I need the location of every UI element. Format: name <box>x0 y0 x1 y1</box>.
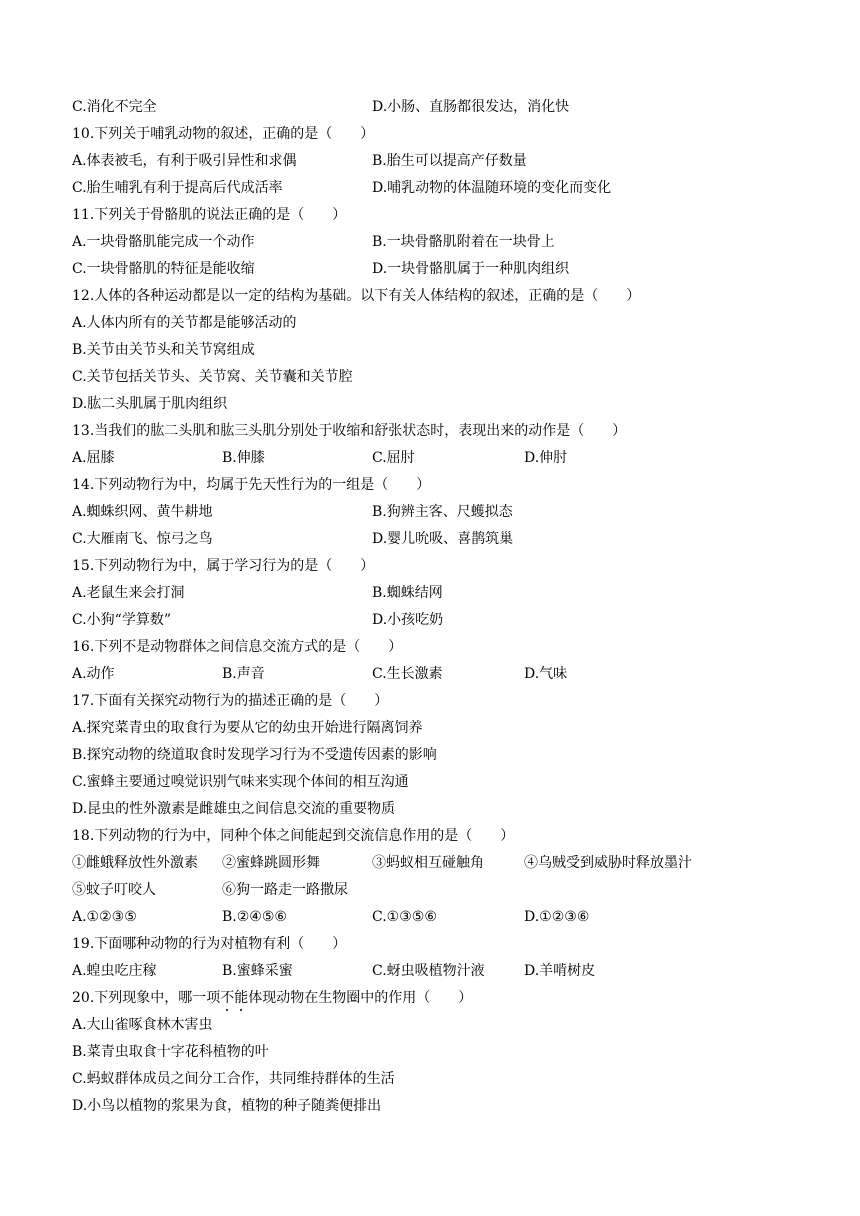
q19-options <box>72 958 792 985</box>
q20-option-b: B.菜青虫取食十字花科植物的叶 <box>72 1044 269 1060</box>
q16-stem: 16.下列不是动物群体之间信息交流方式的是（ ） <box>72 639 403 655</box>
q18-item-4: ④乌贼受到威胁时释放墨汁 <box>524 855 692 871</box>
q12-stem: 12.人体的各种运动都是以一定的结构为基础。以下有关人体结构的叙述，正确的是（ ） <box>72 288 641 304</box>
q18-item-6: ⑥狗一路走一路撒尿 <box>222 882 348 898</box>
q14-option-d: D.婴儿吮吸、喜鹊筑巢 <box>372 531 514 547</box>
q9-options-cd <box>72 94 792 121</box>
q11-options-cd <box>72 256 792 283</box>
q18-options <box>72 904 792 931</box>
q16-option-a: A.动作 <box>72 666 115 682</box>
q15-stem: 15.下列动物行为中，属于学习行为的是（ ） <box>72 558 375 574</box>
q17-option-a: A.探究菜青虫的取食行为要从它的幼虫开始进行隔离饲养 <box>72 720 423 736</box>
q17-option-b: B.探究动物的绕道取食时发现学习行为不受遗传因素的影响 <box>72 747 437 763</box>
q10-options-ab <box>72 148 792 175</box>
q16-option-c: C.生长激素 <box>372 666 443 682</box>
q11-option-a: A.一块骨骼肌能完成一个动作 <box>72 234 255 250</box>
q15-option-d: D.小孩吃奶 <box>372 612 444 628</box>
q13-option-a: A.屈膝 <box>72 450 115 466</box>
q16-options <box>72 661 792 688</box>
q15-options-cd <box>72 607 792 634</box>
q18-item-1: ①雌蛾释放性外激素 <box>72 855 198 871</box>
q14-option-b: B.狗辨主客、尺蠖拟态 <box>372 504 513 520</box>
q18-option-d: D.①②③⑥ <box>524 909 590 925</box>
q10-option-a: A.体表被毛，有利于吸引异性和求偶 <box>72 153 297 169</box>
q13-option-b: B.伸膝 <box>222 450 265 466</box>
q12-option-d: D.肱二头肌属于肌肉组织 <box>72 396 228 412</box>
q9-option-c: C.消化不完全 <box>72 99 157 115</box>
q10-stem: 10.下列关于哺乳动物的叙述，正确的是（ ） <box>72 126 375 142</box>
q19-option-a: A.蝗虫吃庄稼 <box>72 963 157 979</box>
q20-option-d: D.小鸟以植物的浆果为食，植物的种子随粪便排出 <box>72 1098 382 1114</box>
q13-option-d: D.伸肘 <box>524 450 568 466</box>
q13-stem: 13.当我们的肱二头肌和肱三头肌分别处于收缩和舒张状态时，表现出来的动作是（ ） <box>72 423 627 439</box>
q14-stem: 14.下列动物行为中，均属于先天性行为的一组是（ ） <box>72 477 431 493</box>
q19-option-c: C.蚜虫吸植物汁液 <box>372 963 485 979</box>
q15-options-ab <box>72 580 792 607</box>
q18-item-2: ②蜜蜂跳圆形舞 <box>222 855 320 871</box>
q10-option-c: C.胎生哺乳有利于提高后代成活率 <box>72 180 283 196</box>
q12-option-c: C.关节包括关节头、关节窝、关节囊和关节腔 <box>72 369 353 385</box>
q18-option-a: A.①②③⑤ <box>72 909 137 925</box>
q18-items-row2 <box>72 877 792 904</box>
q20-stem-start: 20.下列现象中，哪一项 <box>72 990 221 1006</box>
q11-stem: 11.下列关于骨骼肌的说法正确的是（ ） <box>72 207 347 223</box>
q10-option-b: B.胎生可以提高产仔数量 <box>372 153 527 169</box>
q20-stem-emphasis: 不能 <box>220 990 248 1006</box>
q12-option-a: A.人体内所有的关节都是能够活动的 <box>72 315 297 331</box>
q16-option-d: D.气味 <box>524 666 568 682</box>
q10-option-d: D.哺乳动物的体温随环境的变化而变化 <box>372 180 612 196</box>
q14-option-c: C.大雁南飞、惊弓之鸟 <box>72 531 213 547</box>
q15-option-a: A.老鼠生来会打洞 <box>72 585 185 601</box>
q15-option-c: C.小狗“学算数” <box>72 612 171 628</box>
q14-option-a: A.蜘蛛织网、黄牛耕地 <box>72 504 213 520</box>
q20-option-a: A.大山雀啄食林木害虫 <box>72 1017 213 1033</box>
q14-options-cd <box>72 526 792 553</box>
q19-option-b: B.蜜蜂采蜜 <box>222 963 293 979</box>
q19-option-d: D.羊啃树皮 <box>524 963 596 979</box>
q11-option-d: D.一块骨骼肌属于一种肌肉组织 <box>372 261 570 277</box>
q15-option-b: B.蜘蛛结网 <box>372 585 443 601</box>
q18-item-5: ⑤蚊子叮咬人 <box>72 882 156 898</box>
q17-option-d: D.昆虫的性外激素是雌雄虫之间信息交流的重要物质 <box>72 801 396 817</box>
q14-options-ab <box>72 499 792 526</box>
q12-option-b: B.关节由关节头和关节窝组成 <box>72 342 255 358</box>
q20-stem <box>72 985 792 1012</box>
q13-option-c: C.屈肘 <box>372 450 415 466</box>
q18-stem: 18.下列动物的行为中，同种个体之间能起到交流信息作用的是（ ） <box>72 828 515 844</box>
q11-option-b: B.一块骨骼肌附着在一块骨上 <box>372 234 555 250</box>
q18-item-3: ③蚂蚁相互碰触角 <box>372 855 484 871</box>
q16-option-b: B.声音 <box>222 666 265 682</box>
q18-option-c: C.①③⑤⑥ <box>372 909 437 925</box>
q20-stem-end: 体现动物在生物圈中的作用（ ） <box>248 990 473 1006</box>
q17-option-c: C.蜜蜂主要通过嗅觉识别气味来实现个体间的相互沟通 <box>72 774 409 790</box>
q9-option-d: D.小肠、直肠都很发达，消化快 <box>372 99 570 115</box>
q13-options <box>72 445 792 472</box>
q18-items-row1 <box>72 850 792 877</box>
q10-options-cd <box>72 175 792 202</box>
q17-stem: 17.下面有关探究动物行为的描述正确的是（ ） <box>72 693 389 709</box>
q18-option-b: B.②④⑤⑥ <box>222 909 287 925</box>
q20-option-c: C.蚂蚁群体成员之间分工合作，共同维持群体的生活 <box>72 1071 395 1087</box>
exam-page <box>72 94 792 1120</box>
q19-stem: 19.下面哪种动物的行为对植物有利（ ） <box>72 936 347 952</box>
q11-option-c: C.一块骨骼肌的特征是能收缩 <box>72 261 255 277</box>
q11-options-ab <box>72 229 792 256</box>
